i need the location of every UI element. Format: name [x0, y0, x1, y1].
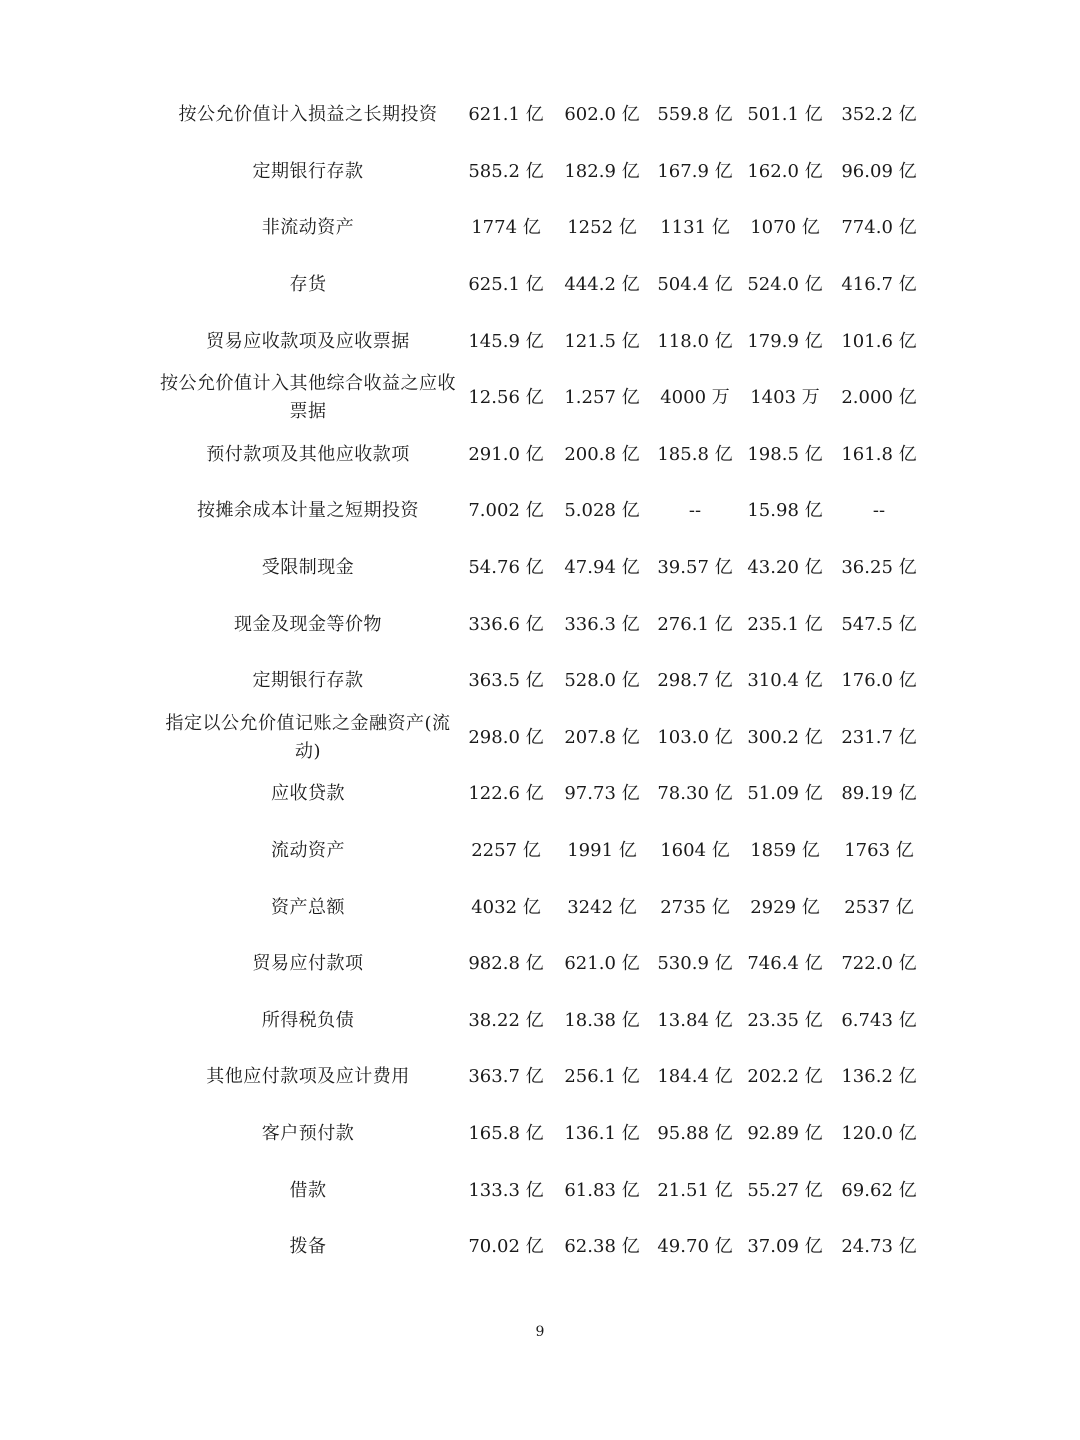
value-cell: 78.30 亿	[657, 783, 733, 805]
value-cell: 23.35 亿	[747, 1009, 823, 1031]
value-cell: 1774 亿	[471, 217, 541, 239]
row-label: 指定以公允价值记账之金融资产(流动)	[165, 712, 451, 762]
value-cell: 122.6 亿	[468, 783, 544, 805]
row-label: 定期银行存款	[252, 670, 364, 692]
value-cell: 1403 万	[750, 387, 820, 409]
value-cell: 310.4 亿	[747, 670, 823, 692]
table-row	[158, 483, 928, 540]
row-label: 现金及现金等价物	[234, 613, 382, 635]
value-cell: --	[872, 500, 886, 522]
row-label: 所得税负债	[261, 1009, 355, 1031]
value-cell: 298.0 亿	[468, 726, 544, 748]
table-row	[158, 766, 928, 823]
value-cell: 256.1 亿	[564, 1066, 640, 1088]
page-number: 9	[535, 1324, 545, 1340]
value-cell: 182.9 亿	[564, 160, 640, 182]
value-cell: 51.09 亿	[747, 783, 823, 805]
value-cell: 43.20 亿	[747, 557, 823, 579]
value-cell: 746.4 亿	[747, 953, 823, 975]
value-cell: 530.9 亿	[657, 953, 733, 975]
value-cell: 136.2 亿	[841, 1066, 917, 1088]
value-cell: 200.8 亿	[564, 443, 640, 465]
value-cell: 501.1 亿	[747, 104, 823, 126]
table-row	[158, 1106, 928, 1163]
value-cell: 18.38 亿	[564, 1009, 640, 1031]
value-cell: 7.002 亿	[468, 500, 544, 522]
value-cell: 352.2 亿	[841, 104, 917, 126]
value-cell: 145.9 亿	[468, 330, 544, 352]
row-label: 应收贷款	[271, 783, 345, 805]
row-label: 资产总额	[271, 896, 345, 918]
value-cell: 176.0 亿	[841, 670, 917, 692]
table-row	[158, 257, 928, 314]
value-cell: 276.1 亿	[657, 613, 733, 635]
row-label: 预付款项及其他应收款项	[206, 443, 410, 465]
value-cell: 291.0 亿	[468, 443, 544, 465]
row-label: 存货	[289, 274, 327, 296]
value-cell: 559.8 亿	[657, 104, 733, 126]
row-label: 按公允价值计入损益之长期投资	[178, 104, 438, 126]
value-cell: 21.51 亿	[657, 1179, 733, 1201]
value-cell: 2929 亿	[750, 896, 820, 918]
table-row	[158, 993, 928, 1050]
value-cell: 3242 亿	[567, 896, 637, 918]
table-row	[158, 370, 928, 427]
row-label: 按摊余成本计量之短期投资	[197, 500, 419, 522]
table-row	[158, 823, 928, 880]
table-row	[158, 313, 928, 370]
row-label: 贸易应付款项	[252, 953, 364, 975]
value-cell: 504.4 亿	[657, 274, 733, 296]
table-row	[158, 1219, 928, 1276]
value-cell: 37.09 亿	[747, 1236, 823, 1258]
value-cell: 96.09 亿	[841, 160, 917, 182]
table-row	[158, 936, 928, 993]
value-cell: 49.70 亿	[657, 1236, 733, 1258]
table-row	[158, 200, 928, 257]
value-cell: 1.257 亿	[564, 387, 640, 409]
row-label: 贸易应收款项及应收票据	[206, 330, 410, 352]
value-cell: 585.2 亿	[468, 160, 544, 182]
value-cell: 363.5 亿	[468, 670, 544, 692]
value-cell: 4032 亿	[471, 896, 541, 918]
value-cell: 602.0 亿	[564, 104, 640, 126]
value-cell: 24.73 亿	[841, 1236, 917, 1258]
value-cell: 722.0 亿	[841, 953, 917, 975]
value-cell: 1763 亿	[844, 840, 914, 862]
value-cell: 184.4 亿	[657, 1066, 733, 1088]
value-cell: 336.6 亿	[468, 613, 544, 635]
value-cell: 61.83 亿	[564, 1179, 640, 1201]
table-row	[158, 427, 928, 484]
table-row	[158, 87, 928, 144]
value-cell: 118.0 亿	[657, 330, 733, 352]
financial-table	[158, 87, 928, 1275]
value-cell: 120.0 亿	[841, 1122, 917, 1144]
value-cell: 1991 亿	[567, 840, 637, 862]
value-cell: --	[688, 500, 702, 522]
value-cell: 92.89 亿	[747, 1122, 823, 1144]
value-cell: 136.1 亿	[564, 1122, 640, 1144]
value-cell: 38.22 亿	[468, 1009, 544, 1031]
value-cell: 55.27 亿	[747, 1179, 823, 1201]
value-cell: 13.84 亿	[657, 1009, 733, 1031]
table-row	[158, 540, 928, 597]
value-cell: 444.2 亿	[564, 274, 640, 296]
value-cell: 4000 万	[660, 387, 730, 409]
value-cell: 198.5 亿	[747, 443, 823, 465]
value-cell: 774.0 亿	[841, 217, 917, 239]
value-cell: 5.028 亿	[564, 500, 640, 522]
value-cell: 528.0 亿	[564, 670, 640, 692]
value-cell: 336.3 亿	[564, 613, 640, 635]
value-cell: 2257 亿	[471, 840, 541, 862]
value-cell: 621.1 亿	[468, 104, 544, 126]
row-label: 拨备	[289, 1236, 327, 1258]
value-cell: 231.7 亿	[841, 726, 917, 748]
value-cell: 121.5 亿	[564, 330, 640, 352]
value-cell: 69.62 亿	[841, 1179, 917, 1201]
value-cell: 235.1 亿	[747, 613, 823, 635]
value-cell: 1604 亿	[660, 840, 730, 862]
value-cell: 6.743 亿	[841, 1009, 917, 1031]
value-cell: 2.000 亿	[841, 387, 917, 409]
value-cell: 2537 亿	[844, 896, 914, 918]
value-cell: 161.8 亿	[841, 443, 917, 465]
value-cell: 162.0 亿	[747, 160, 823, 182]
row-label: 按公允价值计入其他综合收益之应收票据	[160, 373, 456, 423]
value-cell: 2735 亿	[660, 896, 730, 918]
value-cell: 179.9 亿	[747, 330, 823, 352]
value-cell: 185.8 亿	[657, 443, 733, 465]
row-label: 非流动资产	[261, 217, 355, 239]
value-cell: 36.25 亿	[841, 557, 917, 579]
value-cell: 103.0 亿	[657, 726, 733, 748]
value-cell: 97.73 亿	[564, 783, 640, 805]
row-label: 客户预付款	[261, 1122, 355, 1144]
value-cell: 1131 亿	[660, 217, 730, 239]
value-cell: 165.8 亿	[468, 1122, 544, 1144]
value-cell: 167.9 亿	[657, 160, 733, 182]
table-row	[158, 710, 928, 767]
value-cell: 982.8 亿	[468, 953, 544, 975]
value-cell: 1070 亿	[750, 217, 820, 239]
value-cell: 363.7 亿	[468, 1066, 544, 1088]
financial-table-body	[158, 87, 928, 1275]
row-label: 其他应付款项及应计费用	[206, 1066, 410, 1088]
value-cell: 524.0 亿	[747, 274, 823, 296]
table-row	[158, 144, 928, 201]
value-cell: 1859 亿	[750, 840, 820, 862]
value-cell: 15.98 亿	[747, 500, 823, 522]
table-row	[158, 1049, 928, 1106]
table-row	[158, 596, 928, 653]
value-cell: 202.2 亿	[747, 1066, 823, 1088]
value-cell: 89.19 亿	[841, 783, 917, 805]
value-cell: 101.6 亿	[841, 330, 917, 352]
row-label: 流动资产	[271, 840, 345, 862]
value-cell: 95.88 亿	[657, 1122, 733, 1144]
table-row	[158, 1162, 928, 1219]
value-cell: 1252 亿	[567, 217, 637, 239]
value-cell: 547.5 亿	[841, 613, 917, 635]
table-row	[158, 879, 928, 936]
value-cell: 70.02 亿	[468, 1236, 544, 1258]
value-cell: 298.7 亿	[657, 670, 733, 692]
row-label: 定期银行存款	[252, 160, 364, 182]
value-cell: 416.7 亿	[841, 274, 917, 296]
value-cell: 621.0 亿	[564, 953, 640, 975]
row-label: 借款	[289, 1179, 327, 1201]
value-cell: 625.1 亿	[468, 274, 544, 296]
row-label: 受限制现金	[261, 557, 355, 579]
value-cell: 54.76 亿	[468, 557, 544, 579]
value-cell: 300.2 亿	[747, 726, 823, 748]
table-row	[158, 653, 928, 710]
value-cell: 39.57 亿	[657, 557, 733, 579]
value-cell: 133.3 亿	[468, 1179, 544, 1201]
value-cell: 47.94 亿	[564, 557, 640, 579]
value-cell: 62.38 亿	[564, 1236, 640, 1258]
value-cell: 207.8 亿	[564, 726, 640, 748]
value-cell: 12.56 亿	[468, 387, 544, 409]
